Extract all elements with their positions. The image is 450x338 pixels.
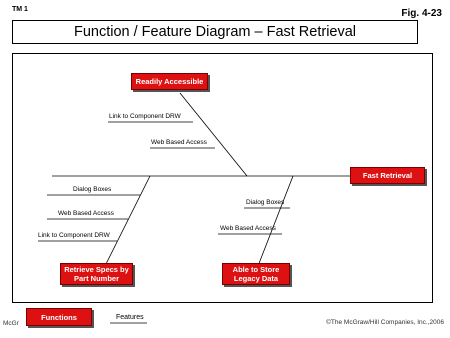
retrieve-specs-label-1: Retrieve Specs by — [64, 265, 129, 274]
features-legend-label: Features — [116, 314, 144, 321]
upper-feature-label-1: Link to Component DRW — [109, 113, 181, 120]
mid-feature-label-2: Web Based Access — [220, 225, 276, 232]
retrieve-specs-box — [60, 263, 133, 285]
fast-retrieval-label: Fast Retrieval — [362, 171, 413, 180]
mid-feature-label-1: Dialog Boxes — [246, 199, 285, 206]
upper-feature-label-2: Web Based Access — [151, 139, 207, 146]
left-branch — [105, 176, 150, 266]
store-legacy-label-2: Legacy Data — [233, 274, 279, 283]
left-feature-label-2: Web Based Access — [58, 210, 114, 217]
upper-branch — [180, 93, 247, 176]
page-title: Function / Feature Diagram – Fast Retrieval — [73, 24, 357, 40]
store-legacy-label-1: Able to Store — [232, 265, 280, 274]
functions-legend-box — [26, 308, 92, 326]
tm-label: TM 1 — [12, 6, 28, 13]
store-legacy-box — [222, 263, 290, 285]
figure-number: Fig. 4-23 — [401, 8, 442, 19]
left-feature-label-1: Dialog Boxes — [73, 186, 112, 193]
functions-legend-label: Functions — [41, 312, 77, 322]
copyright-text: ©The McGraw/Hill Companies, Inc.,2006 — [326, 319, 444, 326]
readily-accessible-label: Readily Accessible — [135, 77, 204, 86]
fast-retrieval-box — [350, 167, 425, 184]
footer-publisher-fragment: McGr — [3, 320, 19, 327]
readily-accessible-box — [131, 73, 208, 90]
mid-branch — [258, 176, 293, 266]
retrieve-specs-label-2: Part Number — [73, 274, 119, 283]
left-feature-label-3: Link to Component DRW — [38, 232, 110, 239]
